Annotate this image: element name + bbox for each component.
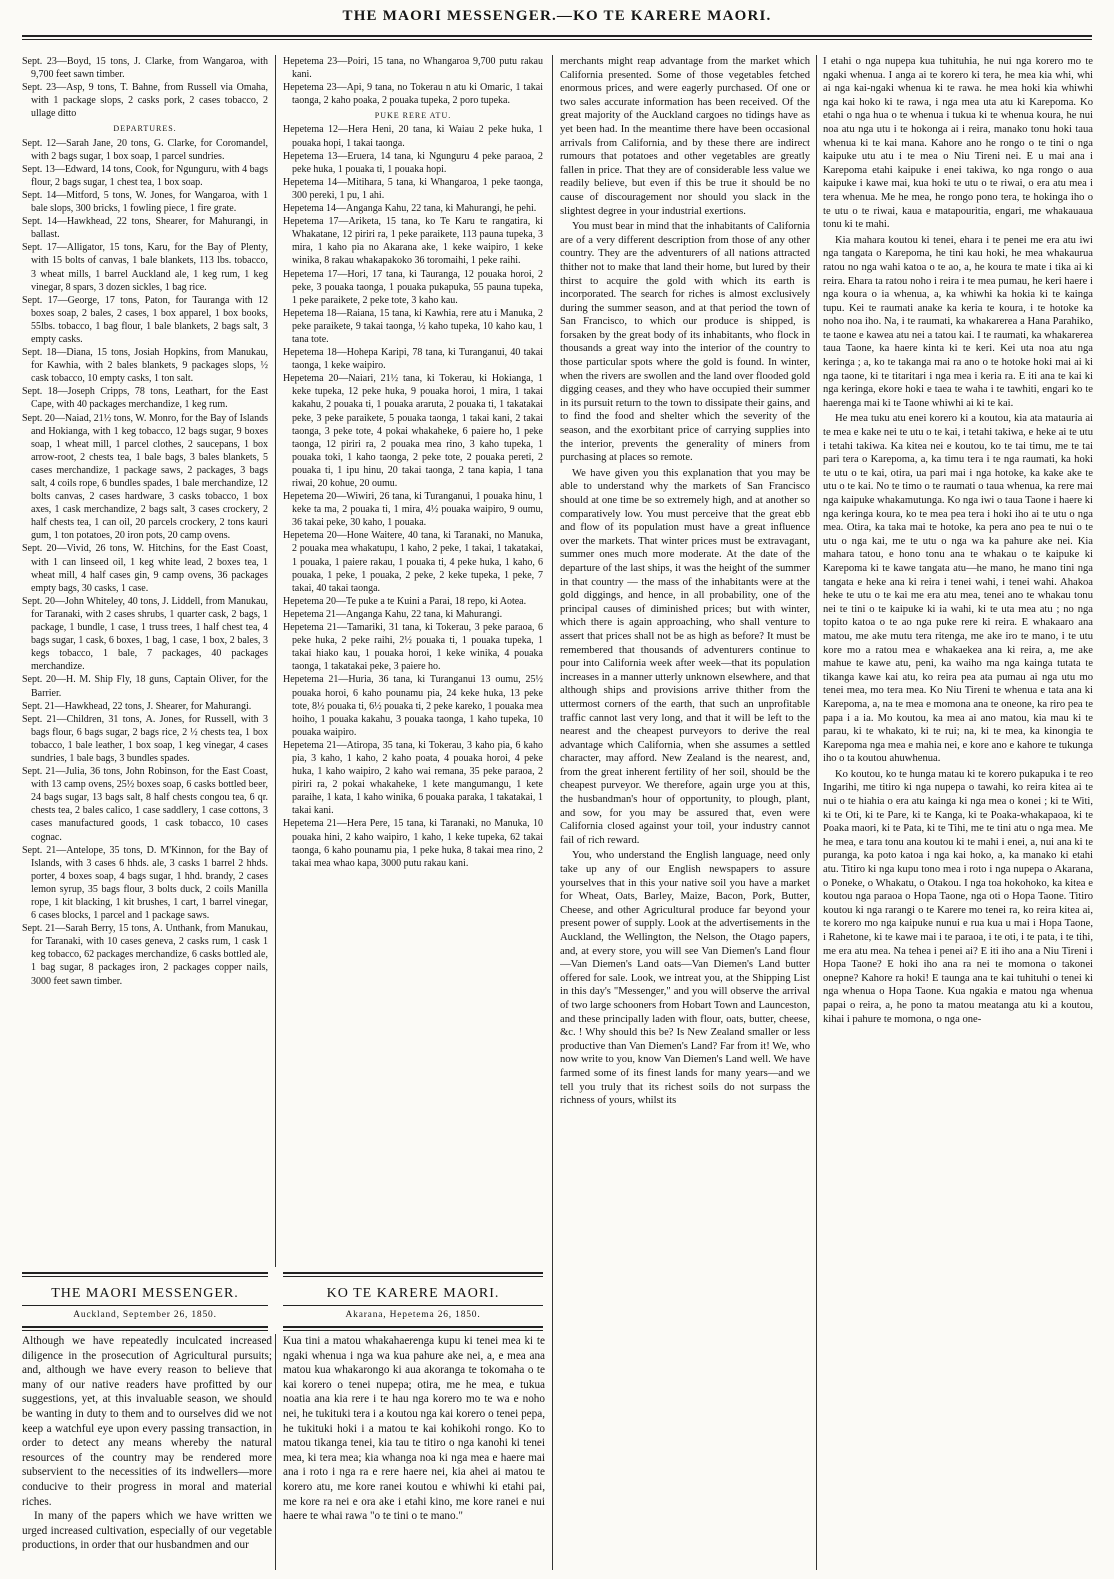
shipping-entry: Hepetema 21—Tamariki, 31 tana, ki Tokerau, 3 peke paraoa, 6 peke huka, 2 peke raihi, 2½ pouaka ti, 1 pouaka tupeka, 1 takai hiako kau, 1 pouaka horoi, 1 keke winika, 4 pouaka taonga, 1 takatakai peke, 3 paiere ho.	[283, 622, 543, 673]
leader-paragraph: We have given you this explanation that you may be able to understand why the markets of San Francisco should at one time be so extremely high, and at another so comparatively low. You must perceive that the great ebb and flow of its population must have a great influence over the markets. That winter prices must be extravagant, summer ones much more moderate. At the date of the departure of the last ships, it was the height of the summer in that country — the mass of the inhabitants were at the gold diggings, and hence, in all probability, one of the principal causes of diminished prices; but with winter, which there is again approaching, who shall venture to assert that prices shall not be as high as before? It must be remembered that thousands of adventurers continue to pour into California week after week—that its population increases in a manner utterly unknown elsewhere, and that although ships and provisions arrive thither from the uttermost corners of the earth, that such an unprofitable traffic cannot last very long, and that it will be left to the nearest and the cheapest purveyors to derive the real advantage which California, when she assumes a settled character, may afford. New Zealand is the nearest, and, from the great inherent fertility of her soil, should be the cheapest purveyor. We therefore, again urge you at this, the husbandman's hour of opportunity, to plough, plant, and sow, for you may be assured that, even were California closed against your toil, your industry cannot fail of rich reward.	[560, 467, 810, 846]
masthead-rule	[283, 1305, 543, 1306]
column-rule	[275, 55, 276, 1267]
shipping-entry: Hepetema 12—Hera Heni, 20 tana, ki Waiau 2 peke huka, 1 pouaka hopi, 1 takai taonga.	[283, 124, 543, 149]
shipping-entry: Sept. 21—Children, 31 tons, A. Jones, for Russell, with 3 bags flour, 6 bags sugar, 2 bags rice, 2 ½ chests tea, 1 box tobacco, 1 bale leather, 1 box soap, 1 keg vinegar, 4 cases sundries, 1 bale bags, 3 bundles spades.	[22, 713, 268, 764]
shipping-entry: Hepetema 18—Raiana, 15 tana, ki Kawhia, rere atu i Manuka, 2 peke paraikete, 9 takai taonga, ½ kaho tupeka, 10 kaho kau, 1 tana tote.	[283, 307, 543, 345]
masthead-rule-top	[22, 1272, 268, 1277]
masthead-rule	[22, 1305, 268, 1306]
leader-paragraph: You must bear in mind that the inhabitants of California are of a very different description from those of any other country. They are the adventurers of all nations attracted thither not to make that land their home, but lured by their thirst to acquire the gold with which its earth is incorporated. The search for riches is almost exclusively during the summer season, and at that period the town of San Francisco, to which our produce is shipped, is forsaken by the great body of its inhabitants, who flock in thousands a great way into the interior of the country to those particular spots where the gold is found. In winter, when the rivers are swollen and the land over flooded gold digging ceases, and they who have occupied their summer in its pursuit return to the town to dissipate their gains, and to find the food and shelter which the severity of the season, and the exorbitant price of carrying supplies into the interior, prevents the generality of miners from purchasing at places so remote.	[560, 221, 810, 464]
leader-paragraph: Ko koutou, ko te hunga matau ki te korero pukapuka i te reo Ingarihi, me titiro ki nga nupepa o tawahi, ko reira kitea ai te nui o te hiahia o era atu kainga ki nga mea o konei ; ki te Witi, ki te Oti, ki te Pare, ki te Kanga, ki te Poaka-whakapaoa, ki te Poaka maori, ki te Pata, ki te Tihi, me te tini atu o nga mea. Me he mea, e tara tonu ana koutou ki te mahi i enei, a, nui ana ki te puranga, ka poto katoa i nga kai hoko, a, ka manako ki etahi atu. Titiro ki nga kupu tono mea i roto i nga nupepa o Akarana, o Poneke, o Whakatu, o Otakou. I nga toa hokohoko, ka kitea e koutou nga paraoa o Hopa Taone, nga oti o Hopa Taone. Titiro koutou ki nga rarangi o te Karere mo tenei ra, ko reira kitea ai, te korero mo nga kaipuke nunui e rua kua u mai i Hopa Taone, i Rahetone, ki te kawe mai i te paraoa, i te oti, i te pata, i te tihi, me era atu mea. Na tehea i penei ai? E iti iho ana a Niu Tireni i Hopa Taone? E hoki iho ana ra nei te momona o takonei onepne? Kahore ra hoki! E taunga ana te kai tuhituhi o tenei ki nga whenua o Hopa Taone. Kua ngakia e matou nga whenua papai o reira, a, he pono ta matou meatanga atu ki a koutou, kihai i pahure te momona, o nga one-	[823, 768, 1093, 1025]
shipping-list-english	[22, 55, 268, 1300]
leader-paragraph: He mea tuku atu enei korero ki a koutou, kia ata matauria ai te mea e kake nei te utu o te kai, i tetahi takiwa, e heke ai te utu i tetahi takiwa. Ka kitea nei e koutou, ko te tai timu, me te tai pari tera o Karepoma, a, ka timu tera i te nga raumati, ka hoki te utu o te kai, otira, ua pari mai i nga hotoke, ka kake ake te utu o te kai. No te timo o te raumati o taua whenua, ka rere mai nga kaipuke whakamutunga. Ko nga iwi o taua Taone i haere ki nga keringa koura, ko te mea pea tera i hoki iho ai te utu o nga mea. Otira, ka taka mai te hotoke, ka pera ano pea te nui o te utu o nga kai, me te utu o nga wa ka pahure ake nei. Kia mahara tatou, e hono tonu ana te whakau o te kaipuke ki Karepoma ki te kawe tangata atu—he mano, he mano tini nga tangata e heke ana ki reira i tenei wahi, i tenei wahi. Ahakoa heke te utu o te kai me era atu mea, tenei ano te whakau tonu nei te tini o te kaipuke ki ia wahi, ki te uta mea atu ; no nga topito katoa o te ao nga puke rere ki reira. E whakaaro ana matou, me ake mutu tera ritenga, me ake iro te mano, i te utu kore mo a ratou mea e whakaekea ana ki reira, a, me ake mahue te kawe atu, peni, ka waiho ma nga kainga tutata te tikanga kawe kai atu, ko reira pea ata pumau ai nga utu mo tenei mea, mo tera mea. Ko Niu Tireni te whenua e tata ana ki Karepoma, a, na te mea e momona ana te oneone, ka riro pea te papa i a ia. Mo koutou, ka mea ai ano matou, kia mau ki te parau, ki te whakato, ki te rui; na, ki te mea, ka kinongia te Karepoma nga mea e mahia nei, e kore ano e kahore te tukunga iho o ta koutou ahuwhenua.	[823, 413, 1093, 765]
shipping-entry: Hepetema 21—Atiropa, 35 tana, ki Tokerau, 3 kaho pia, 6 kaho pia, 3 kaho, 1 kaho, 2 kaho poata, 4 pouaka horoi, 4 peke huka, 1 kaho waipiro, 2 kaho wai remana, 35 peke paraoa, 2 piriri ra, 2 pokai whakaheke, 1 kete mangumangu, 1 kete paraihe, 1 kata, 1 kaho winika, 6 pouaka paraka, 1 takatakai, 1 takai kani.	[283, 739, 543, 817]
shipping-entry: Sept. 17—George, 17 tons, Paton, for Tauranga with 12 boxes soap, 2 bales, 2 cases, 1 box apparel, 1 box books, 55lbs. tobacco, 1 bag flour, 1 bale blankets, 2 bags salt, 3 empty casks.	[22, 294, 268, 345]
leader-paragraph: merchants might reap advantage from the market which California presented. Some of those vegetables fetched enormous prices, and were eagerly purchased. Of one or two sales accurate information has been received. Of the great majority of the Auckland cargoes no tidings have as yet been had. In the meantime there have been occasional arrivals from California, and by these there are indirect rumours that potatoes and other vegetables are greatly fallen in price. That they are of considerable less value we readily believe, but even if this be true it should be no cause of discouragement nor should you slack in the slightest degree in your industrial exertions.	[560, 56, 810, 217]
departures-heading: DEPARTURES.	[113, 124, 177, 134]
shipping-entry: Sept. 12—Sarah Jane, 20 tons, G. Clarke, for Coromandel, with 2 bags sugar, 1 box soap, 1 parcel sundries.	[22, 137, 268, 162]
shipping-entry: Hepetema 17—Hori, 17 tana, ki Tauranga, 12 pouaka horoi, 2 peke, 3 pouaka taonga, 1 pouaka pukapuka, 55 pauna tupeka, 1 peke paraikete, 2 peke tote, 3 kaho kau.	[283, 268, 543, 306]
shipping-entry: Sept. 21—Sarah Berry, 15 tons, A. Unthank, from Manukau, for Taranaki, with 10 cases geneva, 2 casks rum, 1 cask 1 keg tobacco, 62 packages merchandize, 6 casks bottled ale, 1 bag sugar, 8 packages iron, 2 packages copper nails, 3000 feet sawn timber.	[22, 923, 268, 987]
english-leader-continued	[560, 55, 810, 1570]
english-dateline: Auckland, September 26, 1850.	[73, 1310, 217, 1320]
english-leader	[22, 1334, 272, 1570]
shipping-entry: Sept. 20—H. M. Ship Fly, 18 guns, Captain Oliver, for the Barrier.	[22, 674, 268, 699]
shipping-entry: Hepetema 14—Mitihara, 5 tana, ki Whangaroa, 1 peke taonga, 300 pereki, 1 pu, 1 ahi.	[283, 176, 543, 201]
leader-paragraph: You, who understand the English language, need only take up any of our English newspapers to assure yourselves that in this your native soil you have a market for Wheat, Oats, Barley, Maize, Bacon, Pork, Butter, Cheese, and other Agricultural produce far beyond your present power of supply. Look at the advertisements in the Auckland, the Wellington, the Nelson, the Otago papers, and, at every store, you will see Van Diemen's Land flour—Van Diemen's Land oats—Van Diemen's Land butter offered for sale. Look, we intreat you, at the Shipping List in this day's "Messenger," and you will observe the arrival of two large schooners from Hobart Town and Launceston, and these principally laden with flour, oats, butter, cheese, &c. ! Why should this be? Is New Zealand smaller or less productive than Van Diemen's Land? Far from it! We, who now write to you, know Van Diemen's Land well. We have farmed some of its finest lands for many years—and we tell you truly that its richest soils do not surpass the richness of yours, whilst its	[560, 850, 810, 1107]
masthead-rule-bottom	[22, 1326, 268, 1331]
shipping-entry: Sept. 18—Diana, 15 tons, Josiah Hopkins, from Manukau, for Kawhia, with 2 bales blankets, 9 packages slops, ½ cask tobacco, 10 empty casks, 1 ton salt.	[22, 347, 268, 385]
shipping-entry: Sept. 20—Naiad, 21½ tons, W. Monro, for the Bay of Islands and Hokianga, with 1 keg tobacco, 12 bags sugar, 9 boxes soap, 1 wheat mill, 1 parcel clothes, 2 saucepans, 1 box arrow-root, 2 chests tea, 1 bale bags, 3 bales blankets, 5 cases merchandize, 1 package saws, 2 packages, 3 bags salt, 4 coils rope, 6 bundles spades, 1 bale merchandize, 12 bolts canvas, 2 cases hardware, 3 casks tobacco, 1 box axes, 1 cask merchandize, 2 bags salt, 3 cases crockery, 2 half chests tea, 1 can oil, 20 parcels crockery, 2 tons kauri gum, 1 ton potatoes, 20 iron pots, 20 camp ovens.	[22, 412, 268, 542]
shipping-entry: Hepetema 17—Ariketa, 15 tana, ko Te Karu te rangatira, ki Whakatane, 12 piriri ra, 1 peke paraikete, 113 pauna tupeka, 3 mira, 1 kaho pia no Akarana ake, 1 keke waipiro, 1 keke winika, 8 rakau whakapakoko 36 toromaihi, 1 peke raihi.	[283, 216, 543, 267]
shipping-entry: Hepetema 21—Huria, 36 tana, ki Turanganui 13 oumu, 25½ pouaka horoi, 6 kaho pounamu pia, 24 keke huka, 13 peke tote, 8½ pouaka ti, 6½ pouaka ti, 2 peke kareko, 1 pouaka mea hoiho, 1 pouaka kakahu, 3 pouaka taonga, 1 kaho tupeka, 10 pouaka waipiro.	[283, 674, 543, 738]
shipping-entry: Hepetema 23—Poiri, 15 tana, no Whangaroa 9,700 putu rakau kani.	[283, 56, 543, 81]
shipping-entry: Sept. 13—Edward, 14 tons, Cook, for Ngunguru, with 4 bags flour, 2 bags sugar, 1 chest tea, 1 box soap.	[22, 163, 268, 188]
maori-leader	[283, 1334, 545, 1570]
masthead-rule-bottom	[283, 1326, 543, 1331]
maori-masthead: KO TE KARERE MAORI.	[326, 1286, 500, 1301]
maori-leader-continued	[823, 55, 1093, 1570]
leader-paragraph: I etahi o nga nupepa kua tuhituhia, he nui nga korero mo te ngaki whenua. I anga ai te korero ki tera, he mea kia whi, whi ai nga kai-ngaki whenua ki te rawa. he mea hoki kia whiwhi nga kai hoko ki te rawa, i nga mea uta atu ki Karepoma. Ko etahi o nga hua o te whenua i tukua ki te whenua koura, he nui noa atu nga utu i te hokonga ai i reira, manako tonu hoki taua whenua ki te kai mana. Kahore ano he rongo o te tini o nga kaipuke utu atu i te mea o Niu Tireni nei. E u mai ana i Karepoma etahi kaipuke i enei takiwa, ko nga rongo o aua kaipuke i kawe mai, kua hoki te utu o te riwai, o era atu mea i tera whenua. Me he mea, he rongo pono tera, te hokinga iho o te utu o te riwai, kaua e matapouritia, engari, me whakauaua tonu ki te mahi.	[823, 56, 1093, 231]
shipping-entry: Sept. 21—Hawkhead, 22 tons, J. Shearer, for Mahurangi.	[22, 700, 252, 712]
column-rule	[275, 1334, 276, 1570]
shipping-list-maori	[283, 55, 543, 1300]
shipping-entry: Hepetema 21—Hera Pere, 15 tana, ki Taranaki, no Manuka, 10 pouaka hini, 2 kaho waipiro, 1 kaho, 1 keke tupeka, 62 takai taonga, 6 kaho pounamu pia, 1 peke huka, 8 takai mea rino, 2 takai mea whao kapa, 3000 putu rakau kani.	[283, 818, 543, 869]
column-rule	[816, 55, 817, 1570]
maori-dateline: Akarana, Hepetema 26, 1850.	[345, 1310, 481, 1320]
leader-paragraph: In many of the papers which we have written we urged increased cultivation, especially of our vegetable productions, in order that our husbandmen and our	[22, 1510, 272, 1552]
shipping-entry: Hepetema 20—Te puke a te Kuini a Parai, 18 repo, ki Aotea.	[283, 595, 527, 607]
shipping-entry: Sept. 20—Vivid, 26 tons, W. Hitchins, for the East Coast, with 1 can linseed oil, 1 keg white lead, 2 boxes tea, 1 wheat mill, 4 half cases gin, 9 camp ovens, 36 packages empty bags, 30 casks, 1 case.	[22, 543, 268, 594]
shipping-entry: Hepetema 23—Api, 9 tana, no Tokerau n atu ki Omaric, 1 takai taonga, 2 kaho poaka, 2 pouaka tupeka, 2 poro tupeka.	[283, 82, 543, 107]
shipping-entry: Hepetema 20—Hone Waitere, 40 tana, ki Taranaki, no Manuka, 2 pouaka mea whakatupu, 1 kaho, 2 peke, 1 takai, 1 takatakai, 1 pouaka, 1 paiere rakau, 1 pouaka ti, 4 peke huka, 1 kaho, 6 pouaka, 1 peke, 1 pouaka, 2 peke, 2 keke tupeka, 1 peke, 7 takai, 40 takai taonga.	[283, 530, 543, 594]
masthead-rule-top	[283, 1272, 543, 1277]
running-title: THE MAORI MESSENGER.—KO TE KARERE MAORI.	[342, 8, 772, 24]
shipping-entry: Hepetema 13—Eruera, 14 tana, ki Ngunguru 4 peke paraoa, 2 peke huka, 1 pouaka ti, 1 pouaka hopi.	[283, 150, 543, 175]
shipping-entry: Hepetema 18—Hohepa Karipi, 78 tana, ki Turanganui, 40 takai taonga, 1 keke waipiro.	[283, 347, 543, 372]
leader-paragraph: Although we have repeatedly inculcated increased diligence in the prosecution of Agricultural pursuits; and, although we have every reason to believe that many of our native readers have profitted by our suggestions, yet, at this invaluable season, we should be wanting in duty to them and to ourselves did we not keep a watchful eye upon every passing transaction, in order to detect any means whereby the natural resources of the country may be rendered more subservient to the necessities of its indwellers—more conducive to their progress in moral and material riches.	[22, 1335, 272, 1508]
shipping-entry: Sept. 14—Hawkhead, 22 tons, Shearer, for Mahurangi, in ballast.	[22, 216, 268, 241]
shipping-entry: Sept. 23—Boyd, 15 tons, J. Clarke, from Wangaroa, with 9,700 feet sawn timber.	[22, 56, 268, 81]
column-rule	[552, 55, 553, 1570]
header-rule	[22, 35, 1092, 40]
shipping-entry: Hepetema 14—Anganga Kahu, 22 tana, ki Mahurangi, he pehi.	[283, 203, 537, 215]
shipping-entry: Sept. 20—John Whiteley, 40 tons, J. Liddell, from Manukau, for Taranaki, with 2 cases shrubs, 1 quarter cask, 2 bags, 1 package, 1 bundle, 1 case, 1 truss trees, 1 half chest tea, 4 bags sugar, 1 cask, 6 boxes, 1 bag, 1 case, 1 box, 2 bales, 3 kegs tobacco, 1 bale, 7 packages, 40 packages merchandize.	[22, 595, 268, 673]
leader-paragraph: Kua tini a matou whakahaerenga kupu ki tenei mea ki te ngaki whenua i nga wa kua pahure ake nei, a, e mea ana matou kua whakarongo ki aua akoranga te tokomaha o te kai korero o tenei nupepa; otira, me he mea, e tukua noatia ana kia rere i te hau nga korero mo te wa e noho nei, he tukituki tera i a koutou nga kai korero o tenei pepa, he tukituki hoki i a matou te kai kohikohi rongo. Ko to matou tikanga tenei, kia tau te titiro o nga kanohi ki tenei mea, ki tera mea; kia whanga noa ki nga mea e haere mai ana i roto i nga ra e rere haere nei, kia ahei ai matou te korero atu, me kore ranei koutou e whiwhi ki etahi pai, me kore ra nei e ora ake i etahi kino, me kore ranei e nui haere te whai rawa "o te tini o te mano."	[283, 1335, 545, 1523]
shipping-entry: Sept. 17—Alligator, 15 tons, Karu, for the Bay of Plenty, with 15 bolts of canvas, 1 bale blankets, 113 lbs. tobacco, 3 wheat mills, 1 barrel Auckland ale, 1 keg rum, 1 keg vinegar, 8 spars, 3 dozen sickles, 1 bag rice.	[22, 242, 268, 293]
page-header	[22, 8, 1092, 44]
shipping-entry: Hepetema 21—Anganga Kahu, 22 tana, ki Mahurangi.	[283, 608, 503, 620]
shipping-entry: Sept. 18—Joseph Cripps, 78 tons, Leathart, for the East Cape, with 40 packages merchandize, 1 keg rum.	[22, 386, 268, 411]
departures-heading: PUKE RERE ATU.	[374, 111, 452, 121]
shipping-entry: Hepetema 20—Naiari, 21½ tana, ki Tokerau, ki Hokianga, 1 keke tupeka, 12 peke huka, 9 pouaka horoi, 1 mira, 1 takai kakahu, 2 pouaka ti, 1 pouaka araruta, 2 pouaka ti, 1 takatakai peke, 3 peke paraikete, 5 pouaka taonga, 1 takai kani, 2 takai taonga, 3 peke tote, 4 pokai whakaheke, 6 paiere ho, 1 peke taonga, 12 piriri ra, 2 pouaka mea rino, 3 kaho tupeka, 1 pouaka toki, 1 kaho taonga, 2 peke tote, 2 pouaka pereti, 2 pouaka ti, 1 ipu hinu, 20 takai taonga, 2 tana kapia, 1 tana riwai, 20 kohue, 20 oumu.	[283, 373, 543, 489]
english-masthead: THE MAORI MESSENGER.	[51, 1286, 239, 1301]
shipping-entry: Hepetema 20—Wiwiri, 26 tana, ki Turanganui, 1 pouaka hinu, 1 keke ta ma, 2 pouaka ti, 1 mira, 4½ pouaka waipiro, 9 oumu, 36 takai peke, 30 kaho, 1 pouaka.	[283, 491, 543, 529]
shipping-entry: Sept. 14—Mitford, 5 tons, W. Jones, for Wangaroa, with 1 bale slops, 300 bricks, 1 fowling piece, 1 fire grate.	[22, 189, 268, 215]
shipping-entry: Sept. 21—Julia, 36 tons, John Robinson, for the East Coast, with 13 camp ovens, 25½ boxes soap, 6 casks bottled beer, 24 bags sugar, 13 bags salt, 8 half chests congou tea, 6 qr. chests tea, 2 bales calico, 1 case saddlery, 1 case cottons, 3 cases manufactured goods, 1 cask tobacco, 10 cases cognac.	[22, 766, 268, 843]
shipping-entry: Sept. 23—Asp, 9 tons, T. Bahne, from Russell via Omaha, with 1 package slops, 2 casks pork, 2 cases tobacco, 2 ullage ditto	[22, 82, 268, 120]
leader-paragraph: Kia mahara koutou ki tenei, ehara i te penei me era atu iwi nga tangata o Karepoma, he tini kau hoki, he mea whakaurua ratou no nga wahi katoa o te ao, a, he koura te mate i tika ai ki reira. Ehara ta ratou noho i reira i te mea pumau, he keri haere i nga koura o ia whenua, a, ka whiwhi ka hokia ki te kainga tupu. Kei te raumati anake ka keria te koura, i te hotoke ka noho noa iho. Na, i te raumati, ka whakarerea a Hana Parahiko, te taone e kawea atu nei a tatou kai. I te raumati, ka whakarerea taua Taone, ka haere kinta ki te keri. Kei uta noa atu nga keringa ; a, ko te takanga mai ra ano o te hotoke hoki mai ai ki nga taone, ki te titaritari i nga mea i keria ra. E iti ana te kai ki nga keringa, ekore hoki e taea te waha i te tawhiti, engari ko te haerenga mai ki te Taone whiwhi ai ki te kai.	[823, 234, 1093, 409]
shipping-entry: Sept. 21—Antelope, 35 tons, D. M'Kinnon, for the Bay of Islands, with 3 cases 6 hhds. ale, 3 casks 1 barrel 2 hhds. porter, 4 boxes soap, 4 bags sugar, 1 hhd. brandy, 2 cases lemon syrup, 35 bags flour, 3 bolts duck, 2 coils Manilla rope, 1 kit blacking, 1 kit brushes, 1 cart, 1 barrel vinegar, 6 cases blocks, 1 parcel and 1 package saws.	[22, 844, 268, 922]
